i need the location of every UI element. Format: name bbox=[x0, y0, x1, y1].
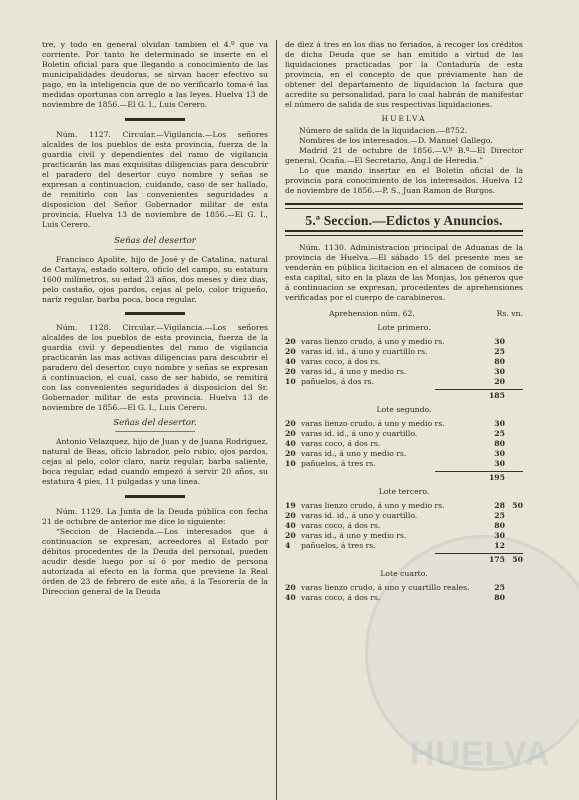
watermark-text: HUELVA bbox=[410, 735, 551, 773]
lot-row bbox=[285, 419, 523, 429]
price-cents bbox=[505, 367, 523, 377]
quantity: 40 bbox=[285, 357, 296, 366]
madrid-signature: Madrid 21 de octubre de 1856.—V.º B.º—El Director general, Ocaña.—El Secretario, Ang.l de Heredia.” bbox=[285, 146, 523, 165]
lot-title: Lote cuarto. bbox=[380, 569, 428, 578]
price-reales: 30 bbox=[494, 459, 505, 468]
price-reales: 30 bbox=[494, 531, 505, 540]
item-description: pañuelos, á tres rs. bbox=[301, 459, 376, 468]
lot-row bbox=[285, 531, 523, 541]
notice-1128: Núm. 1128. Circular.—Vigilancia.—Los señores alcaldes de los pueblos de esta provincia, fuerza de la guardia civil y dependientes del ramo de vigilancia practicarán las mas activas diligencias para descubrir el paradero del desertor, cuyo nombre y señas se expresan á continuacion, el cual, caso de ser habido, se remitirá con las convenientes seguridades á disposicion del Sr. Gobernador militar de esta provincia. Huelva 13 de noviembre de 1856.—El G. I., Luis Cerero. bbox=[42, 323, 268, 412]
price-cents bbox=[505, 337, 523, 347]
price-cents bbox=[505, 377, 523, 387]
price-cents bbox=[505, 541, 523, 551]
notice-1130: Núm. 1130. Administracion principal de Aduanas de la provincia de Huelva.—El sábado 15 del presente mes se venderán en pública licitacion en el almacen de comisos de esta capital, sito en la plaza de las Monjas, los géneros que á continuacion se expresan, procedentes de aprehensiones verificadas por el cuerpo de carabineros. bbox=[285, 243, 523, 302]
price-cents bbox=[505, 357, 523, 367]
lot-row bbox=[285, 593, 523, 603]
item-description: varas coco, á dos rs. bbox=[301, 521, 381, 530]
price-reales: 30 bbox=[494, 419, 505, 428]
item-description: varas coco, á dos rs. bbox=[301, 593, 381, 602]
section-heading: 5.ª Seccion.—Edictos y Anuncios. bbox=[305, 213, 503, 228]
quantity: 40 bbox=[285, 593, 296, 602]
price-cents bbox=[505, 429, 523, 439]
section-rule bbox=[285, 230, 523, 236]
lot-row bbox=[285, 439, 523, 449]
price-reales: 12 bbox=[494, 541, 505, 550]
item-description: varas lienzo crudo, á uno y medio rs. bbox=[301, 501, 445, 510]
price-cents bbox=[505, 459, 523, 469]
price-cents bbox=[505, 439, 523, 449]
item-description: pañuelos, á dos rs. bbox=[301, 377, 374, 386]
paragraph-continuation-right: de diez á tres en los dias no feriados, á recoger los créditos de dicha Deuda que se han emitido a virtud de las liquidaciones practicadas por la Contaduría de esta provincia, en el concepto de que préviamente han de obtener del departamento de liquidacion la factura que acredite su personalidad, para lo cual habrán de manifestar el número de salida de sus respectivas liquidaciones. bbox=[285, 40, 523, 109]
price-cents bbox=[505, 521, 523, 531]
place-heading: HUELVA bbox=[381, 114, 427, 123]
lot-title: Lote segundo. bbox=[376, 405, 432, 414]
quantity: 10 bbox=[285, 459, 296, 468]
lot-table bbox=[285, 337, 523, 387]
notice-1129: Núm. 1129. La Junta de la Deuda pública con fecha 21 de octubre de anterior me dice lo siguiente: bbox=[42, 507, 268, 526]
lot-row bbox=[285, 357, 523, 367]
separator-rule bbox=[125, 118, 185, 121]
lot-total bbox=[435, 389, 523, 401]
quantity: 20 bbox=[285, 449, 296, 458]
total-cents bbox=[505, 391, 523, 401]
lots-list bbox=[285, 323, 523, 565]
lot-total bbox=[435, 471, 523, 483]
price-reales: 25 bbox=[494, 347, 505, 356]
lot-row bbox=[285, 449, 523, 459]
seizure-header bbox=[285, 309, 523, 319]
title-underline bbox=[115, 431, 195, 432]
price-reales: 28 bbox=[494, 501, 505, 510]
lot-row bbox=[285, 337, 523, 347]
item-description: varas id. id., á uno y cuartillo. bbox=[301, 429, 418, 438]
deserter-description-1: Francisco Apolite, hijo de José y de Catalina, natural de Cartaya, estado soltero, oficio del campo, su estatura 1600 milímetros, su edad 23 años, dos meses y diez dias, pelo castaño, ojos pardos, cejas al pelo, color trigueño, nariz regular, barba poca, boca regular. bbox=[42, 255, 268, 304]
item-description: varas id. id., á uno y cuartillo rs. bbox=[301, 347, 428, 356]
deserter-title-1: Señas del desertor bbox=[114, 236, 196, 246]
item-description: varas lienzo crudo, á uno y medio rs. bbox=[301, 419, 445, 428]
item-description: varas id., á uno y medio rs. bbox=[301, 449, 407, 458]
total-cents bbox=[505, 473, 523, 483]
item-description: pañuelos, á tres rs. bbox=[301, 541, 376, 550]
left-column bbox=[42, 40, 268, 597]
price-reales: 80 bbox=[494, 593, 505, 602]
price-reales: 30 bbox=[494, 449, 505, 458]
right-column bbox=[285, 40, 523, 603]
price-reales: 20 bbox=[494, 377, 505, 386]
total-reales: 175 bbox=[488, 555, 505, 564]
lot-table bbox=[285, 419, 523, 469]
total-cents: 50 bbox=[512, 555, 523, 564]
price-reales: 30 bbox=[494, 367, 505, 376]
lot-table bbox=[285, 501, 523, 551]
currency-label: Rs. vn. bbox=[496, 309, 523, 318]
lot-row bbox=[285, 459, 523, 469]
title-underline bbox=[115, 249, 195, 250]
item-description: varas id., á uno y medio rs. bbox=[301, 367, 407, 376]
price-reales: 30 bbox=[494, 337, 505, 346]
price-cents bbox=[505, 449, 523, 459]
quantity: 10 bbox=[285, 377, 296, 386]
price-cents bbox=[505, 593, 523, 603]
price-cents: 50 bbox=[512, 501, 523, 510]
separator-rule bbox=[125, 495, 185, 498]
deserter-description-2: Antonio Velazquez, hijo de Juan y de Juana Rodriguez, natural de Beas, oficio labrador, pelo rubio, ojos pardos, cejas al pelo, color claro, nariz regular, barba saliente, boca regular, edad cuando empezó á servir 20 años, su estatura 4 pies, 11 pulgadas y una linea. bbox=[42, 437, 268, 486]
item-description: varas lienzo crudo, á uno y medio rs. bbox=[301, 337, 445, 346]
price-reales: 80 bbox=[494, 521, 505, 530]
insertion-order: Lo que mando insertar en el Boletin oficial de la provincia para conocimiento de los interesados. Huelva 12 de noviembre de 1856.—P. S., Juan Ramon de Burgos. bbox=[285, 166, 523, 195]
price-reales: 25 bbox=[494, 511, 505, 520]
column-divider bbox=[276, 40, 277, 800]
total-reales: 195 bbox=[488, 473, 505, 482]
price-cents bbox=[505, 419, 523, 429]
item-description: varas id., á uno y medio rs. bbox=[301, 531, 407, 540]
price-cents bbox=[505, 583, 523, 593]
quantity: 20 bbox=[285, 367, 296, 376]
quantity: 40 bbox=[285, 521, 296, 530]
quantity: 20 bbox=[285, 531, 296, 540]
price-cents bbox=[505, 531, 523, 541]
quantity: 4 bbox=[285, 541, 291, 550]
quantity: 20 bbox=[285, 511, 296, 520]
quantity: 40 bbox=[285, 439, 296, 448]
price-reales: 80 bbox=[494, 439, 505, 448]
paragraph-continuation: tre, y todo en general olvidan tambien el 4.º que va corriente. Por tanto he determinado se inserte en el Boletin oficial para que llegando a conocimiento de las municipalidades deudoras, se sirvan hacer efectivo su pago, en la inteligencia que de no verificarlo toma-é las medidas oportunas con arreglo a las leyes. Huelva 13 de noviembre de 1856.—El G. I., Luis Cerero. bbox=[42, 40, 268, 109]
separator-rule bbox=[125, 312, 185, 315]
lot-row bbox=[285, 511, 523, 521]
lot-row bbox=[285, 347, 523, 357]
item-description: varas coco, á dos rs. bbox=[301, 439, 381, 448]
seizure-number: Aprehension núm. 62. bbox=[329, 309, 415, 318]
notice-1127: Núm. 1127. Circular.—Vigilancia.—Los señores alcaldes de los pueblos de esta provincia, fuerza de la guardia civil y dependientes del ramo de vigilancia practicarán las mas exquisitas diligencias para descubrir el paradero del desertor cuyo nombre y señas se expresan a continuacion, cuidando, caso de ser hallado, de remitirlo con las convenientes seguridades a disposicion del Señor Gobernador militar de esta provincia. Huelva 13 de noviembre de 1856.—El G. I., Luis Cerero. bbox=[42, 130, 268, 229]
lot-table bbox=[285, 583, 523, 603]
price-cents bbox=[505, 511, 523, 521]
lot-row bbox=[285, 501, 523, 511]
item-description: varas lienzo crudo, á uno y cuartillo reales. bbox=[301, 583, 470, 592]
lot-row bbox=[285, 541, 523, 551]
lot-title: Lote primero. bbox=[377, 323, 431, 332]
price-cents bbox=[505, 347, 523, 357]
quantity: 19 bbox=[285, 501, 296, 510]
lot-row bbox=[285, 521, 523, 531]
quantity: 20 bbox=[285, 583, 296, 592]
quantity: 20 bbox=[285, 419, 296, 428]
quantity: 20 bbox=[285, 337, 296, 346]
price-reales: 80 bbox=[494, 357, 505, 366]
liquidation-number: Número de salida de la liquidacion.—8752. bbox=[299, 126, 468, 135]
price-reales: 25 bbox=[494, 583, 505, 592]
section-rule bbox=[285, 203, 523, 209]
lot-row bbox=[285, 367, 523, 377]
notice-1129-quote: “Seccion de Hacienda.—Los interesados que á continuacion se expresan, acreedores al Estado por débitos procedentes de la Deuda del personal, pueden acudir desde luego por sí ó por medio de persona autorizada al efecto en la forma que previene la Real órden de 23 de febrero de este año, á la Tesorería de la Direccion general de la Deuda bbox=[42, 527, 268, 596]
quantity: 20 bbox=[285, 429, 296, 438]
item-description: varas id. id., á uno y cuartillo. bbox=[301, 511, 418, 520]
quantity: 20 bbox=[285, 347, 296, 356]
interested-names: Nombres de los interesados.—D. Manuel Gallego. bbox=[299, 136, 493, 145]
lot-total bbox=[435, 553, 523, 565]
item-description: varas coco, á dos rs. bbox=[301, 357, 381, 366]
lot-row bbox=[285, 429, 523, 439]
price-reales: 25 bbox=[494, 429, 505, 438]
deserter-title-2: Señas del desertor. bbox=[113, 418, 197, 428]
lot-row bbox=[285, 583, 523, 593]
lot-title: Lote tercero. bbox=[378, 487, 430, 496]
lot-row bbox=[285, 377, 523, 387]
total-reales: 185 bbox=[488, 391, 505, 400]
